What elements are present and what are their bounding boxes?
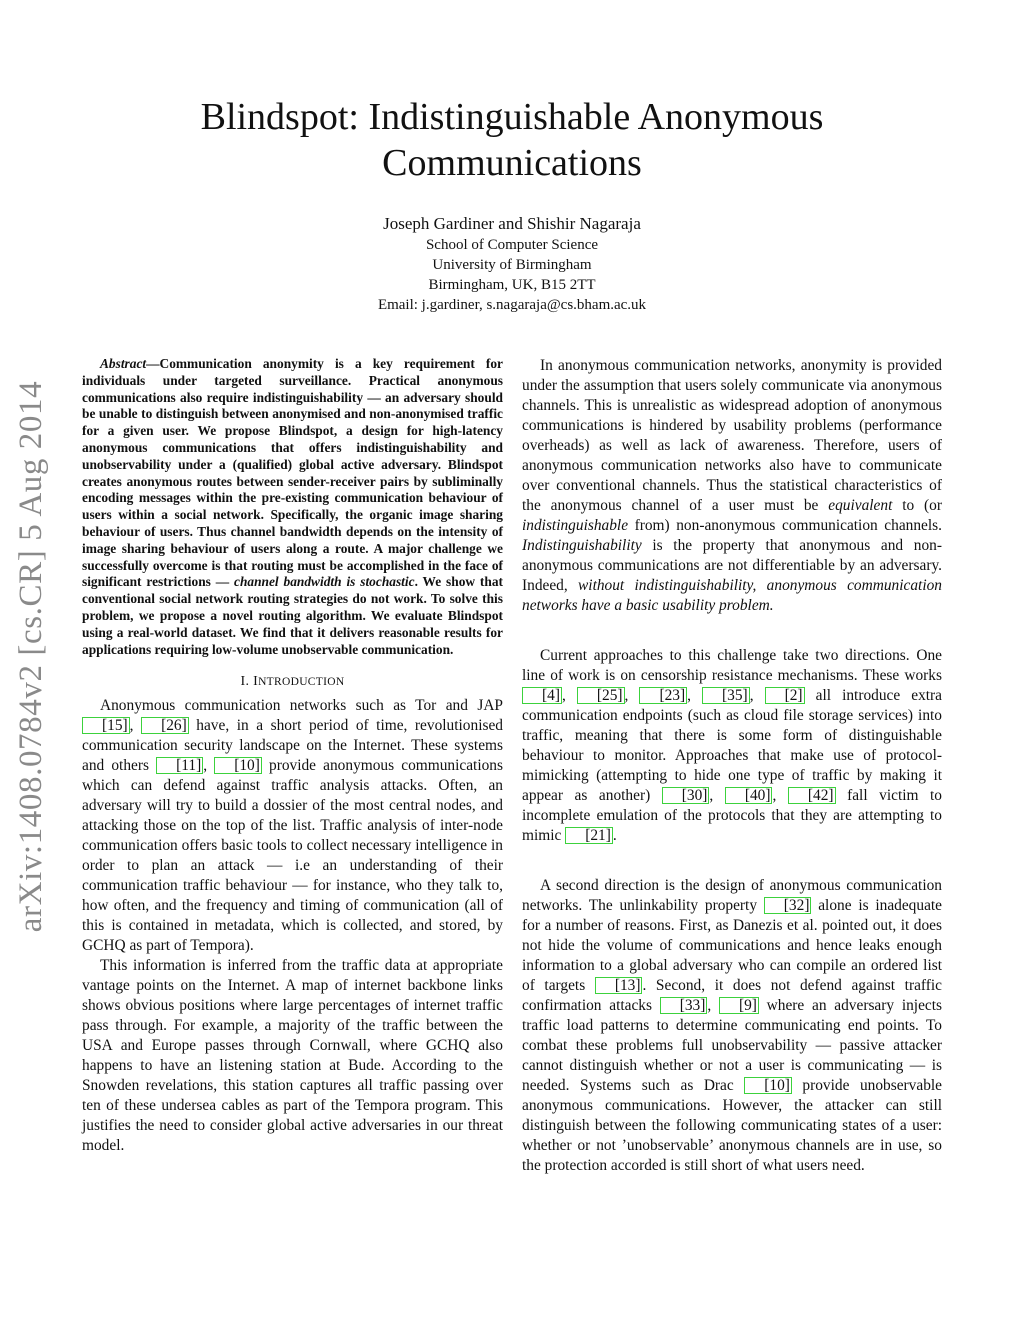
section-heading-introduction bbox=[82, 674, 503, 690]
right-paragraph-1 bbox=[522, 356, 942, 616]
text-run: , bbox=[709, 787, 725, 804]
text-run: , bbox=[624, 687, 640, 704]
section-initial: I bbox=[253, 674, 259, 690]
text-run: , bbox=[707, 997, 719, 1014]
citation-link[interactable]: [40] bbox=[725, 787, 773, 804]
text-run: Anonymous communication networks such as Tor and JAP bbox=[100, 697, 503, 715]
abstract-text-2: . We show that conventional social network routing strategies do not work. To solve this problem, we propose a novel routing algorithm. We evaluate Blindspot using a real-world dataset. We find that it delivers reasonable results for applications requiring low-volume unobservable communication. bbox=[82, 574, 503, 657]
citation-link[interactable]: [10] bbox=[744, 1077, 792, 1094]
text-run: to (or bbox=[892, 497, 942, 514]
affiliation-email: Email: j.gardiner, s.nagaraja@cs.bham.ac.uk bbox=[377, 297, 647, 313]
emphasis: equivalent bbox=[828, 497, 893, 514]
citation-link[interactable]: [21] bbox=[565, 827, 613, 844]
intro-paragraph-2: This information is inferred from the traffic data at appropriate vantage points on the Internet. A map of internet backbone links shows obvious positions where large percentages of internet traffic pass through. For example, a majority of the traffic between the USA and Europe passes through Cornwall, where GCHQ also happens to have an listening station at Bude. According to the Snowden revelations, this station captures all traffic passing over ten of these undersea cables as part of the Tempora program. This justifies the need to consider global active adversaries in our threat model. bbox=[82, 957, 503, 1155]
left-column bbox=[82, 356, 503, 1156]
emphasis: indistinguishable bbox=[522, 517, 629, 534]
affiliation-university: University of Birmingham bbox=[432, 257, 592, 273]
citation-link[interactable]: [32] bbox=[764, 897, 812, 914]
citation-link[interactable]: [25] bbox=[577, 687, 625, 704]
citation-link[interactable]: [15] bbox=[82, 717, 130, 734]
text-run: , bbox=[129, 717, 142, 735]
citation-link[interactable]: [9] bbox=[719, 997, 759, 1014]
citation-link[interactable]: [33] bbox=[660, 997, 708, 1014]
text-run: is the property that anonymous and non-anonymous communications are not differentiable by an adversary. Indeed, bbox=[522, 537, 942, 594]
text-run: , bbox=[749, 687, 765, 704]
text-run: Current approaches to this challenge take two directions. One line of work is on censorship resistance mechanisms. These works bbox=[522, 647, 942, 684]
citation-link[interactable]: [42] bbox=[788, 787, 836, 804]
text-run: provide anonymous communications which can defend against traffic analysis attacks. Often, an adversary will try to build a dossier of the most central nodes, and attacking those on the top of the list. Traffic analysis of inter-node communication offers basic tools to collect necessary intelligence in order to plan an attack — i.e an understanding of their communication traffic behaviour — for instance, who they talk to, how often, and the frequency and timing of communication (all of this is contained in metadata, which is collected, and stored, by GCHQ as part of Tempora). bbox=[82, 757, 503, 955]
text-run: In anonymous communication networks, anonymity is provided under the assumption that users solely communicate via anonymous channels. This is unrealistic as widespread adoption of anonymous communications is hindered by usability problems (performance overheads) as well as lack of awareness. Therefore, users of anonymous communication networks also have to communicate over conventional channels. Thus the statistical characteristics of the anonymous channel of a user must be bbox=[522, 357, 942, 514]
author-block bbox=[200, 213, 824, 315]
citation-link[interactable]: [2] bbox=[765, 687, 805, 704]
abstract bbox=[82, 356, 503, 658]
citation-link[interactable]: [26] bbox=[141, 717, 189, 734]
intro-paragraph-1 bbox=[82, 696, 503, 956]
text-run: fall victim to incomplete emulation of the protocols that they are attempting to mimic bbox=[522, 787, 942, 844]
abstract-text-1: —Communication anonymity is a key requirement for individuals under targeted surveillance. Practical anonymous communications also require indistinguishability — an adversary should be unable to distinguish between anonymised and non-anonymised traffic for a given user. We propose Blindspot, a design for high-latency anonymous communications that offers indistinguishability and unobservability under a (qualified) global active adversary. Blindspot creates anonymous routes between sender-receiver pairs by subliminally encoding messages within the pre-existing communication behaviour of users within a social network. Specifically, the organic image sharing behaviour of users. Thus channel bandwidth depends on the intensity of image sharing behaviour of users along a route. A major challenge we successfully overcome is that routing must be accomplished in the face of significant restrictions — bbox=[82, 356, 503, 590]
right-column bbox=[522, 356, 942, 1176]
title-line-2: Communications bbox=[382, 142, 642, 184]
text-run: , bbox=[772, 787, 788, 804]
arxiv-identifier: arXiv:1408.0784v2 [cs.CR] 5 Aug 2014 bbox=[13, 380, 50, 932]
citation-link[interactable]: [30] bbox=[662, 787, 710, 804]
text-run: provide unobservable anonymous communications. However, the attacker can still distinguish between the following communicating states of a user: whether or not ’unobservable’ anonymous channels are in use, so the protection accorded is still short of what users need. bbox=[522, 1077, 943, 1174]
paper-title bbox=[120, 94, 904, 186]
section-number: I. bbox=[240, 674, 254, 690]
text-run: , bbox=[687, 687, 703, 704]
abstract-emphasis: channel bandwidth is stochastic bbox=[234, 574, 415, 590]
text-run: all introduce extra communication endpoints (such as cloud file storage services) into traffic, meaning that there is some form of distinguishable behaviour to monitor. Approaches that make use of protocol-mimicking (attempting to hide one type of traffic by making it appear as another) bbox=[522, 687, 943, 804]
citation-link[interactable]: [35] bbox=[702, 687, 750, 704]
right-paragraph-3 bbox=[522, 876, 942, 1176]
text-run: alone is inadequate for a number of reasons. First, as Danezis et al. pointed out, it does not hide the volume of communications and hence leaks enough information to a global adversary who can compile an ordered list of targets bbox=[522, 897, 943, 994]
title-line-1: Blindspot: Indistinguishable Anonymous bbox=[200, 96, 824, 138]
text-run: A second direction is the design of anonymous communication networks. The unlinkability property bbox=[522, 877, 942, 914]
emphasis: without indistinguishability, anonymous communication networks have a basic usability problem. bbox=[522, 577, 942, 614]
text-run: from) non-anonymous communication channels. bbox=[628, 517, 942, 534]
abstract-label: Abstract bbox=[100, 356, 147, 371]
citation-link[interactable]: [10] bbox=[214, 757, 262, 774]
text-run: where an adversary injects traffic load patterns to determine communicating end points. To combat these problems full unobservability — passive attacker cannot distinguish whether or not a user is communicating — is needed. Systems such as Drac bbox=[522, 997, 943, 1094]
arxiv-sidebar-stamp bbox=[4, 364, 60, 948]
text-run: , bbox=[561, 687, 577, 704]
affiliation-address: Birmingham, UK, B15 2TT bbox=[428, 277, 596, 293]
citation-link[interactable]: [23] bbox=[639, 687, 687, 704]
affiliation-school: School of Computer Science bbox=[425, 237, 599, 253]
citation-link[interactable]: [13] bbox=[595, 977, 643, 994]
text-run: . bbox=[612, 827, 617, 844]
text-run: , bbox=[203, 757, 215, 775]
emphasis: Indistinguishability bbox=[522, 537, 642, 554]
citation-link[interactable]: [11] bbox=[156, 757, 203, 774]
right-paragraph-2 bbox=[522, 646, 942, 846]
author-names: Joseph Gardiner and Shishir Nagaraja bbox=[383, 214, 641, 233]
citation-link[interactable]: [4] bbox=[522, 687, 562, 704]
text-run: have, in a short period of time, revolutionised communication security landscape on the Internet. These systems and others bbox=[82, 717, 503, 775]
section-smallcaps: NTRODUCTION bbox=[258, 676, 345, 689]
text-run: . Second, it does not defend against traffic confirmation attacks bbox=[522, 977, 942, 1014]
